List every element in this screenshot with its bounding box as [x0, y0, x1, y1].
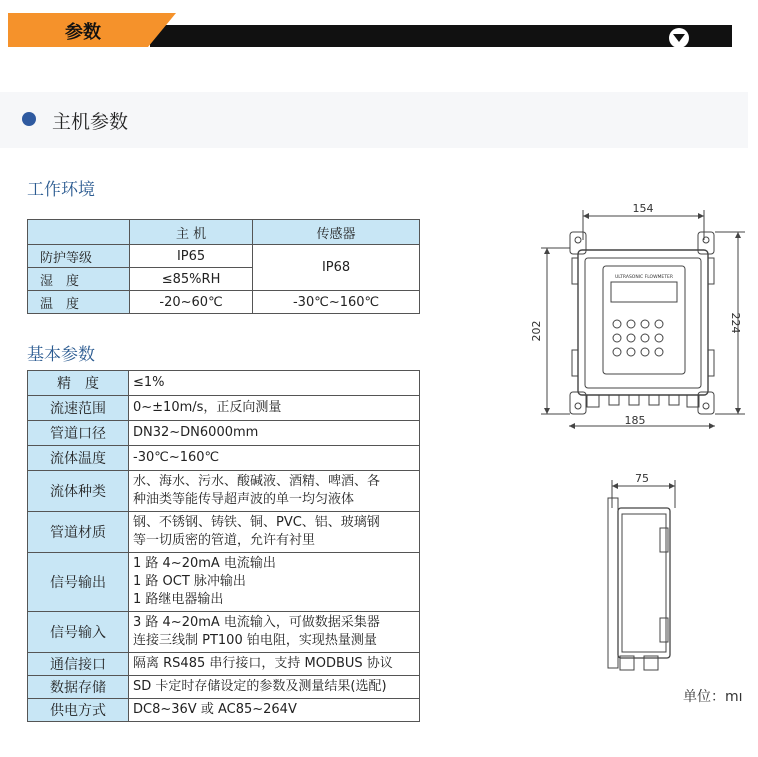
side-housing-inner: [622, 514, 666, 652]
basic-row-line: 连接三线制 PT100 铂电阻，实现热量测量: [133, 633, 377, 648]
basic-row-line: 水、海水、污水、酸碱液、酒精、啤酒、各: [133, 474, 381, 489]
unit-label: 单位：mı: [683, 689, 743, 705]
cable-gland: [669, 395, 679, 405]
basic-row-line: 1 路 4~20mA 电流输出: [133, 556, 276, 571]
env-host-value: IP65: [130, 245, 253, 268]
bullet-icon: [22, 112, 36, 126]
env-row-label: 湿 度: [28, 268, 130, 291]
env-row-label: 防护等级: [28, 245, 130, 268]
section-header: [0, 13, 732, 47]
basic-row-line: 种油类等能传导超声波的单一均匀液体: [133, 492, 355, 507]
basic-row-line: DC8~36V 或 AC85~264V: [133, 702, 297, 717]
basic-row-label: 信号输入: [28, 612, 129, 653]
cable-gland: [649, 395, 659, 405]
basic-row-label: 供电方式: [28, 699, 129, 722]
basic-table: [27, 370, 420, 722]
env-host-value: ≤85%RH: [130, 268, 253, 291]
chevron-down-icon: [673, 34, 685, 42]
basic-row-label: 流速范围: [28, 396, 129, 421]
basic-row-label: 通信接口: [28, 653, 129, 676]
basic-row-label: 流体温度: [28, 446, 129, 471]
env-table: [27, 219, 420, 314]
basic-row-label: 流体种类: [28, 471, 129, 512]
collapse-button[interactable]: [669, 28, 689, 48]
cable-gland: [629, 395, 639, 405]
basic-row-label: 管道材质: [28, 512, 129, 553]
side-housing: [618, 508, 670, 658]
basic-row-line: ≤1%: [133, 375, 165, 390]
screw-hole: [703, 403, 709, 409]
basic-row-line: 钢、不锈钢、铸铁、铜、PVC、铝、玻璃钢: [133, 515, 380, 530]
basic-row-line: 1 路 OCT 脉冲输出: [133, 574, 246, 589]
latch: [572, 350, 578, 376]
env-host-value: -20~60℃: [130, 291, 253, 314]
env-sensor-ip: IP68: [253, 245, 420, 291]
subsection-title: 主机参数: [52, 111, 129, 133]
basic-row-label: 管道口径: [28, 421, 129, 446]
mount-plate: [608, 498, 618, 668]
header-bar: [150, 25, 732, 47]
basic-row-line: 1 路继电器输出: [133, 592, 224, 607]
cable-gland: [687, 395, 699, 407]
cable-gland: [587, 395, 599, 407]
basic-title: 基本参数: [27, 345, 95, 365]
cable-gland: [609, 395, 619, 405]
dim-width-label: 154: [632, 202, 654, 215]
subsection-banner: [0, 92, 748, 148]
basic-row-line: SD 卡定时存储设定的参数及测量结果(选配): [133, 679, 387, 694]
basic-row-label: 信号输出: [28, 553, 129, 612]
header-title: 参数: [65, 22, 101, 43]
screw-hole: [575, 403, 581, 409]
dim-side-label: 75: [635, 472, 649, 485]
latch: [708, 350, 714, 376]
side-latch: [660, 618, 668, 642]
screen-label: ULTRASONIC FLOWMETER: [615, 275, 673, 280]
env-sensor-value: -30℃~160℃: [253, 291, 420, 314]
side-latch: [660, 528, 668, 552]
basic-row-line: DN32~DN6000mm: [133, 425, 259, 440]
env-title: 工作环境: [27, 180, 95, 200]
basic-row-line: 3 路 4~20mA 电流输入，可做数据采集器: [133, 615, 380, 630]
basic-row-line: 0~±10m/s，正反向测量: [133, 400, 282, 415]
front-view-drawing: [525, 200, 755, 440]
side-view-drawing: [600, 468, 690, 678]
dim-height-left-label: 202: [530, 320, 543, 342]
basic-row-line: 等一切质密的管道，允许有衬里: [133, 533, 316, 548]
basic-row-line: -30℃~160℃: [133, 450, 220, 465]
env-col-sensor: 传感器: [253, 220, 420, 245]
dim-bottom-label: 185: [624, 414, 646, 427]
lcd-screen: [611, 282, 677, 302]
dim-height-right-label: 224: [729, 312, 742, 334]
latch: [708, 258, 714, 284]
basic-row-label: 精 度: [28, 371, 129, 396]
env-col-host: 主 机: [130, 220, 253, 245]
basic-row-line: 隔离 RS485 串行接口，支持 MODBUS 协议: [133, 656, 393, 671]
housing: [578, 250, 708, 395]
latch: [572, 258, 578, 284]
env-row-label: 温 度: [28, 291, 130, 314]
basic-row-label: 数据存储: [28, 676, 129, 699]
screw-hole: [575, 237, 581, 243]
keypad: [613, 320, 663, 356]
